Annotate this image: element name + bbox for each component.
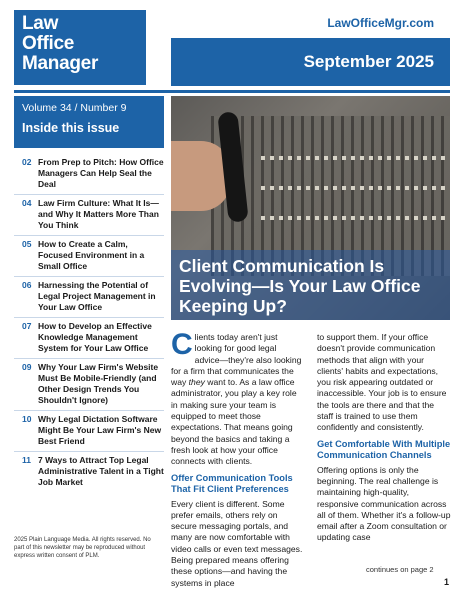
toc-title: From Prep to Pitch: How Office Managers Can Help Seal the Deal	[38, 157, 164, 189]
newsletter-logo	[14, 10, 146, 85]
toc-item[interactable]	[14, 195, 164, 236]
hero-image	[171, 96, 450, 320]
toc-page-number: 10	[22, 414, 32, 424]
table-of-contents	[14, 154, 164, 492]
inside-issue-title: Inside this issue	[22, 121, 120, 135]
site-url[interactable]: LawOfficeMgr.com	[327, 16, 434, 30]
article-column-left	[171, 328, 303, 591]
issue-date: September 2025	[303, 52, 434, 71]
article-subhead: Get Comfortable With Multiple Communication Channels	[317, 438, 451, 461]
toc-title: 7 Ways to Attract Top Legal Administrative Talent in a Tight Job Market	[38, 455, 164, 487]
toc-item[interactable]	[14, 411, 164, 452]
toc-item[interactable]	[14, 154, 164, 195]
article-paragraph: Every client is different. Some prefer emails, others rely on secure messaging portals, and many are now comfortable with video calls or even text messages. Being prepared means offering these options—and having the systems in place	[171, 498, 303, 588]
toc-page-number: 04	[22, 198, 32, 208]
intro-text-end: want to. As a law office administrator, you play a key role in making sure your team is equipped to meet those expectations. That means going beyond the basics and taking a fresh look at how your office connects with clients.	[171, 377, 297, 467]
headline-overlay	[171, 250, 450, 320]
page-number: 1	[444, 577, 450, 587]
sidebar-header	[14, 96, 164, 148]
toc-item[interactable]	[14, 318, 164, 359]
toc-page-number: 07	[22, 321, 32, 331]
switchboard-jacks	[261, 186, 450, 190]
toc-title: Law Firm Culture: What It Is—and Why It Matters More Than You Think	[38, 198, 159, 230]
intro-emphasis: they	[188, 377, 205, 388]
toc-title: Why Legal Dictation Software Might Be Your Law Firm's New Best Friend	[38, 414, 162, 446]
toc-page-number: 02	[22, 157, 32, 167]
article-paragraph: Offering options is only the beginning. The real challenge is maintaining high-quality, responsive communication across all of them. Whether it's a follow-up email after a Zoom consultation or updating case	[317, 464, 451, 543]
logo-line-3: Manager	[22, 53, 99, 74]
toc-item[interactable]	[14, 277, 164, 318]
toc-title: Why Your Law Firm's Website Must Be Mobile-Friendly (and Other Design Trends You Shouldn't Ignore)	[38, 362, 159, 405]
toc-page-number: 11	[22, 455, 31, 465]
toc-title: How to Develop an Effective Knowledge Management System for Your Law Office	[38, 321, 152, 353]
article-paragraph: to support them. If your office doesn't provide communication methods that align with your clients' habits and expectations, you risk appearing outdated or inaccessible. Your job is to ensure the tools are there and that the staff is trained to use them confidently and consistently.	[317, 332, 447, 433]
header-rule	[14, 90, 450, 93]
article-subhead: Offer Communication Tools That Fit Client Preferences	[171, 472, 293, 495]
toc-title: Harnessing the Potential of Legal Project Management in Your Law Office	[38, 280, 156, 312]
volume-number: Volume 34 / Number 9	[22, 102, 127, 114]
switchboard-jacks	[261, 216, 450, 220]
copyright-notice: 2025 Plain Language Media. All rights reserved. No part of this newsletter may be reproduced without express written consent of PLM.	[14, 537, 151, 559]
article-headline: Client Communication Is Evolving—Is Your Law Office Keeping Up?	[179, 256, 421, 316]
logo-line-1: Law	[22, 13, 59, 34]
article-intro	[171, 328, 303, 468]
toc-item[interactable]	[14, 359, 164, 411]
toc-item[interactable]	[14, 452, 164, 492]
toc-title: How to Create a Calm, Focused Environment in a Small Office	[38, 239, 145, 271]
toc-item[interactable]	[14, 236, 164, 277]
logo-line-2: Office	[22, 33, 75, 54]
toc-page-number: 06	[22, 280, 32, 290]
continues-note[interactable]: continues on page 2	[366, 565, 434, 574]
toc-page-number: 09	[22, 362, 32, 372]
article-column-right	[317, 332, 451, 546]
intro-text: lients today aren't just looking for good legal advice—they're also looking for a firm that communicates the way	[171, 332, 302, 388]
sidebar	[14, 96, 164, 600]
switchboard-jacks	[261, 156, 450, 160]
toc-page-number: 05	[22, 239, 32, 249]
issue-bar	[171, 38, 450, 86]
drop-cap: C	[171, 328, 193, 361]
